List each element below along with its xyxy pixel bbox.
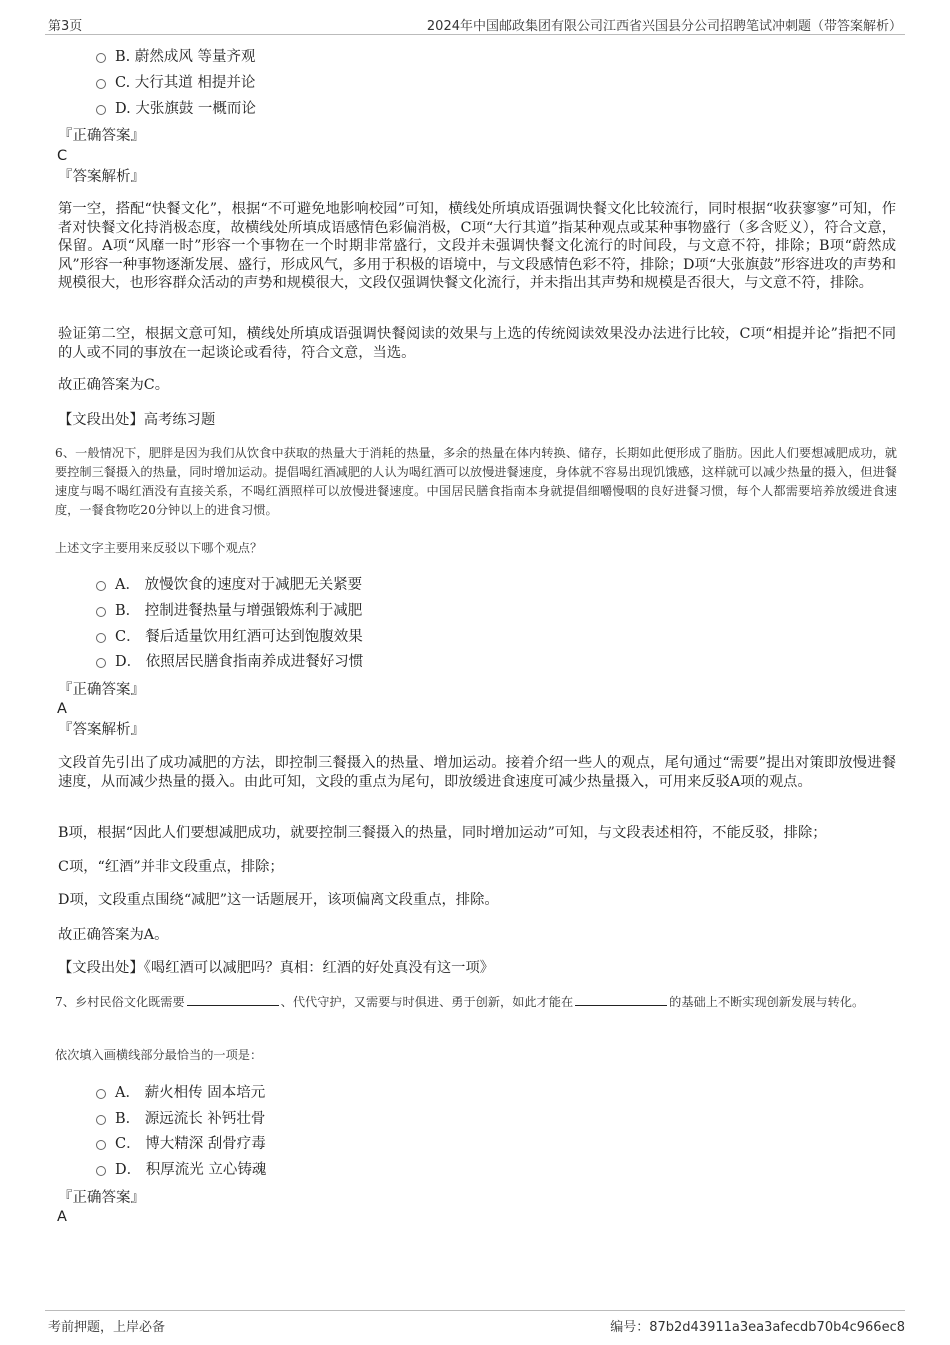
option-text: D. 大张旗鼓 一概而论 (115, 101, 256, 117)
option-text: D． 依照居民膳食指南养成进餐好习惯 (115, 654, 364, 670)
q6-stem: 6、一般情况下，肥胖是因为我们从饮食中获取的热量大于消耗的热量，多余的热量在体内转换、储存，长期如此便形成了脂肪。因此人们要想减肥成功，就要控制三餐摄入的热量，同时增加运动。提倡喝红酒减肥的人认为喝红酒可以放慢进餐速度，身体就不容易出现饥饿感，这样就可以减少热量的摄入，但进餐速度与喝不喝红酒没有直接关系，不喝红酒照样可以放慢进餐速度。中国居民膳食指南本身就提倡细嚼慢咽的良好进餐习惯，每个人都需要培养放缓进食速度，一餐食物吃20分钟以上的进食习惯。 (55, 446, 897, 517)
fill-blank (187, 993, 279, 1006)
radio-icon[interactable] (96, 105, 106, 115)
option-text: A． 放慢饮食的速度对于减肥无关紧要 (115, 577, 363, 593)
option-text: D． 积厚流光 立心铸魂 (115, 1162, 267, 1178)
q5-answer-label: 『正确答案』 (58, 128, 145, 144)
q6-analysis-conclusion: 故正确答案为A。 (58, 927, 169, 943)
radio-icon[interactable] (96, 1140, 106, 1150)
page-number: 第3页 (48, 19, 83, 34)
q7-stem-text: 的基础上不断实现创新发展与转化。 (669, 995, 865, 1009)
q5-analysis-conclusion: 故正确答案为C。 (58, 377, 170, 393)
q6-option-d[interactable] (96, 652, 363, 672)
option-text: B. 蔚然成风 等量齐观 (115, 49, 256, 65)
q7-question: 依次填入画横线部分最恰当的一项是： (55, 1048, 263, 1062)
fill-blank (575, 993, 667, 1006)
q5-analysis-paragraph: 第一空，搭配“快餐文化”，根据“不可避免地影响校园”可知，横线处所填成语强调快餐文化比较流行，同时根据“收获寥寥”可知，作者对快餐文化持消极态度，故横线处所填成语感情色彩偏消极，C项“大行其道”指某种观点或某种事物盛行（多含贬义），符合文意，保留。A项“风靡一时”形容一个事物在一个时期非常盛行，文段并未强调快餐文化流行的时间段，与文意不符，排除；B项“蔚然成风”形容一种事物逐渐发展、盛行，形成风气，多用于积极的语境中，与文段感情色彩不符，排除；D项“大张旗鼓”形容进攻的声势和规模很大，也形容群众活动的声势和规模很大，文段仅强调快餐文化流行，并未指出其声势和规模是否很大，与文意不符，排除。 (58, 201, 896, 292)
q7-option-b[interactable] (96, 1109, 265, 1129)
option-text: C. 大行其道 相提并论 (115, 75, 256, 91)
q7-stem-text: 7、乡村民俗文化既需要 (55, 995, 185, 1009)
q7-answer: A (57, 1209, 67, 1225)
option-text: C． 餐后适量饮用红酒可达到饱腹效果 (115, 629, 363, 645)
q5-analysis-label: 『答案解析』 (58, 169, 145, 185)
q6-analysis-label: 『答案解析』 (58, 722, 145, 738)
radio-icon[interactable] (96, 53, 106, 63)
document-title: 2024年中国邮政集团有限公司江西省兴国县分公司招聘笔试冲刺题（带答案解析） (426, 19, 902, 34)
option-text: C． 博大精深 刮骨疗毒 (115, 1136, 266, 1152)
radio-icon[interactable] (96, 1089, 106, 1099)
q6-answer: A (57, 701, 67, 717)
page-header (45, 14, 905, 35)
q6-answer-label: 『正确答案』 (58, 682, 145, 698)
q7-stem (55, 993, 897, 1012)
radio-icon[interactable] (96, 1115, 106, 1125)
q6-analysis-paragraph: 文段首先引出了成功减肥的方法，即控制三餐摄入的热量、增加运动。接着介绍一些人的观点，尾句通过“需要”提出对策即放慢进餐速度，从而减少热量的摄入。由此可知，文段的重点为尾句，即放缓进食速度可减少热量摄入，可用来反驳A项的观点。 (58, 755, 896, 790)
q6-option-a[interactable] (96, 575, 362, 595)
q5-analysis-paragraph: 验证第二空，根据文意可知，横线处所填成语强调快餐阅读的效果与上选的传统阅读效果没办法进行比较，C项“相提并论”指把不同的人或不同的事放在一起谈论或看待，符合文意，当选。 (58, 326, 896, 361)
radio-icon[interactable] (96, 581, 106, 591)
radio-icon[interactable] (96, 658, 106, 668)
document-id: 编号：87b2d43911a3ea3afecdb70b4c966ec8 (610, 1320, 905, 1335)
radio-icon[interactable] (96, 1166, 106, 1176)
q5-source: 【文段出处】高考练习题 (58, 412, 216, 428)
q6-option-c[interactable] (96, 627, 363, 647)
q5-option-c[interactable] (96, 73, 255, 93)
option-text: A． 薪火相传 固本培元 (115, 1085, 266, 1101)
q5-answer: C (57, 148, 68, 164)
option-text: B． 控制进餐热量与增强锻炼利于减肥 (115, 603, 363, 619)
footer-slogan: 考前押题，上岸必备 (48, 1320, 166, 1335)
q6-question: 上述文字主要用来反驳以下哪个观点？ (55, 541, 263, 555)
radio-icon[interactable] (96, 79, 106, 89)
q6-analysis-paragraph: D项，文段重点围绕“减肥”这一话题展开，该项偏离文段重点，排除。 (58, 892, 499, 908)
radio-icon[interactable] (96, 607, 106, 617)
page-footer (45, 1310, 905, 1337)
q5-option-d[interactable] (96, 99, 256, 119)
q7-option-d[interactable] (96, 1160, 266, 1180)
q6-source: 【文段出处】《喝红酒可以减肥吗？真相：红酒的好处真没有这一项》 (58, 960, 495, 976)
q6-option-b[interactable] (96, 601, 362, 621)
q7-stem-text: 、代代守护，又需要与时俱进、勇于创新，如此才能在 (280, 995, 574, 1009)
q7-option-c[interactable] (96, 1134, 266, 1154)
q7-option-a[interactable] (96, 1083, 265, 1103)
option-text: B． 源远流长 补钙壮骨 (115, 1111, 266, 1127)
q5-option-b[interactable] (96, 47, 255, 67)
radio-icon[interactable] (96, 633, 106, 643)
q6-analysis-paragraph: C项，“红酒”并非文段重点，排除； (58, 859, 284, 875)
q7-answer-label: 『正确答案』 (58, 1190, 145, 1206)
q6-analysis-paragraph: B项，根据“因此人们要想减肥成功，就要控制三餐摄入的热量，同时增加运动”可知，与文段表述相符，不能反驳，排除； (58, 825, 827, 841)
